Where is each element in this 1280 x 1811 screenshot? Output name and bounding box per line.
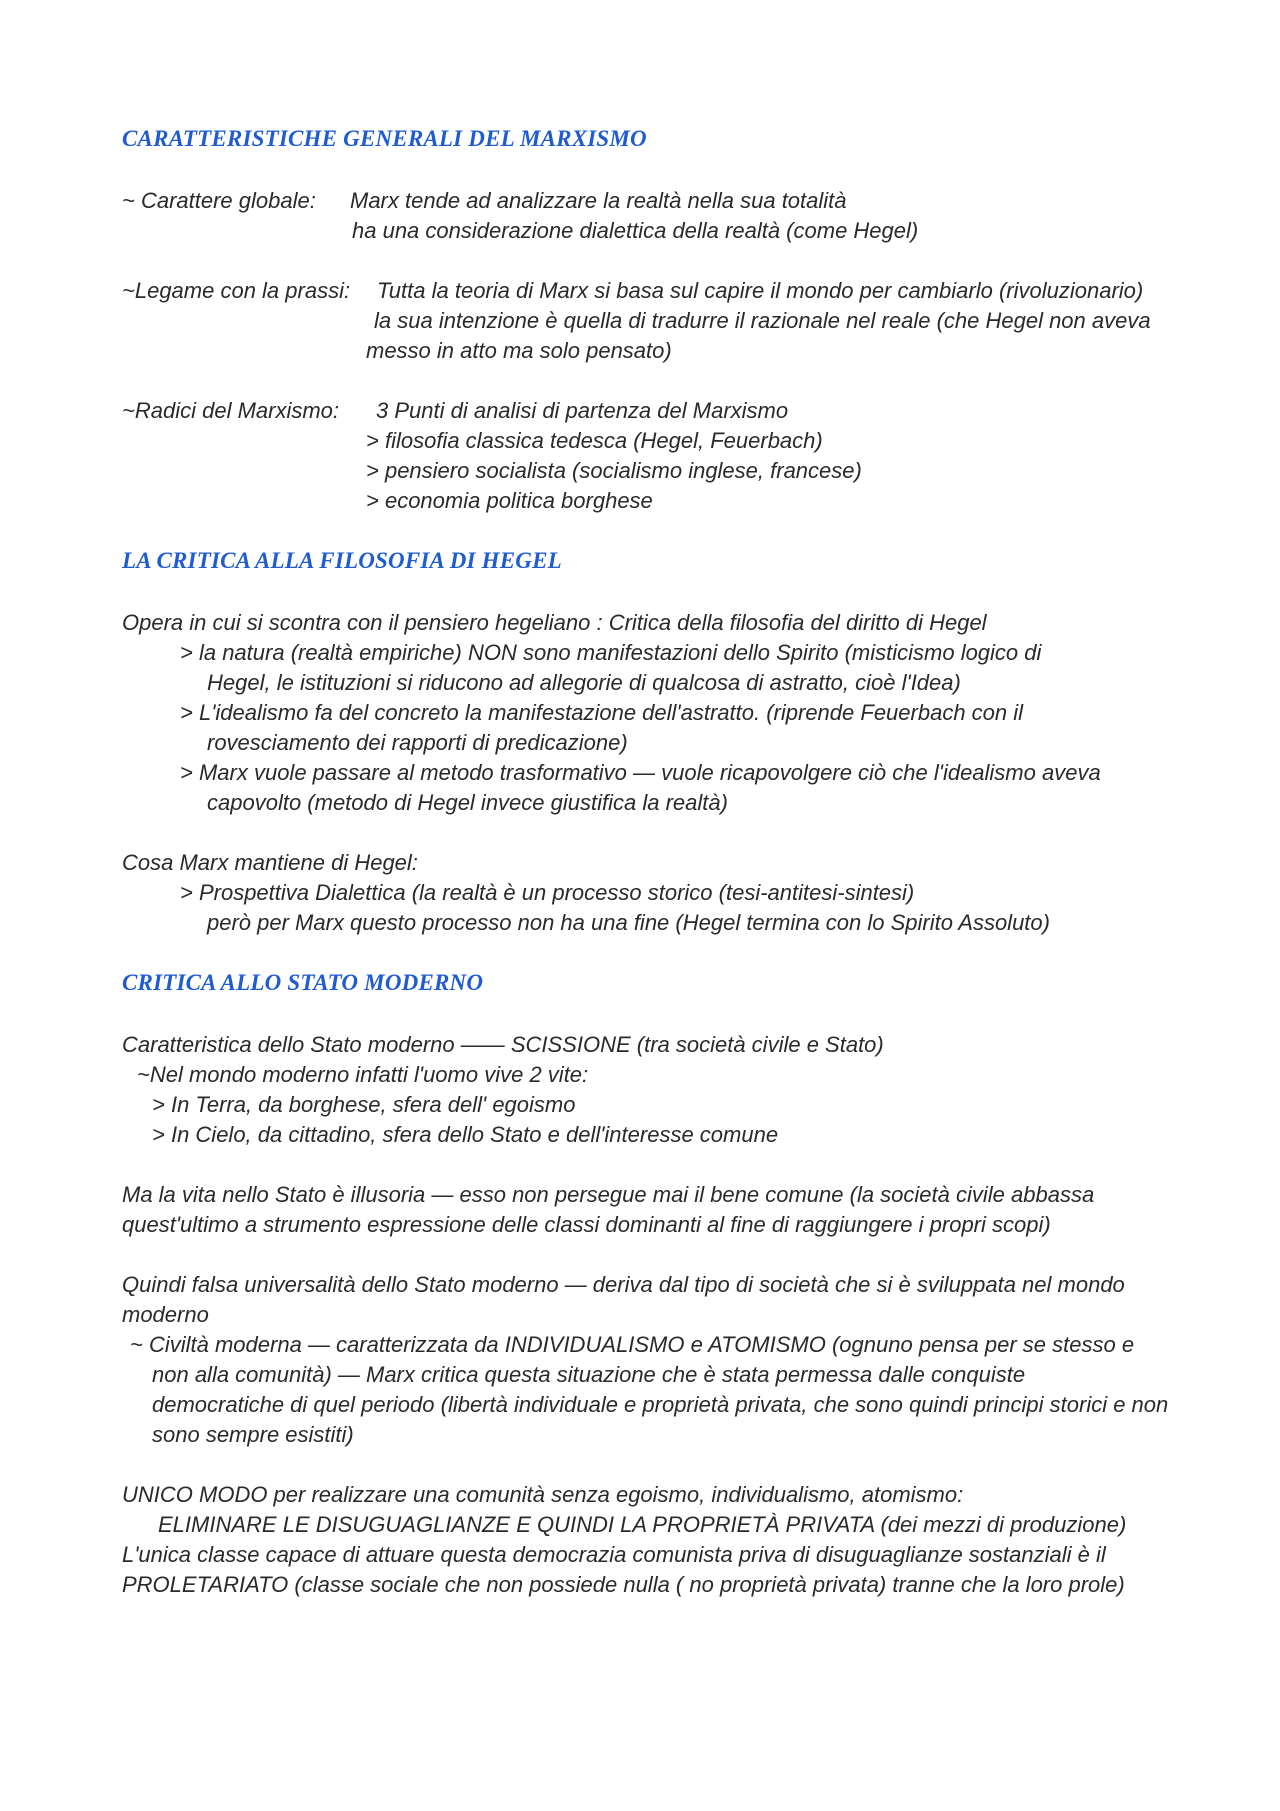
state-line: Quindi falsa universalità dello Stato moderno — deriva dal tipo di società che si è sviluppata nel mondo (122, 1272, 1125, 1297)
roots-line: > filosofia classica tedesca (Hegel, Feuerbach) (366, 428, 823, 453)
state-line: democratiche di quel periodo (libertà individuale e proprietà privata, che sono quindi principi storici e non (152, 1392, 1169, 1417)
global-label: ~ Carattere globale: (122, 188, 316, 213)
hegel-point: > L'idealismo fa del concreto la manifestazione dell'astratto. (riprende Feuerbach con il (180, 700, 1024, 725)
roots-line: 3 Punti di analisi di partenza del Marxismo (376, 398, 789, 423)
roots-label: ~Radici del Marxismo: (122, 398, 340, 423)
state-line: Caratteristica dello Stato moderno —— SCISSIONE (tra società civile e Stato) (122, 1032, 884, 1057)
state-line: non alla comunità) — Marx critica questa situazione che è stata permessa dalle conquiste (152, 1362, 1026, 1387)
roots-line: > pensiero socialista (socialismo inglese, francese) (366, 458, 862, 483)
hegel-intro: Opera in cui si scontra con il pensiero hegeliano : Critica della filosofia del diritto di Hegel (122, 610, 987, 635)
praxis-line: Tutta la teoria di Marx si basa sul capire il mondo per cambiarlo (rivoluzionario) (377, 278, 1144, 303)
keeps-line: però per Marx questo processo non ha una fine (Hegel termina con lo Spirito Assoluto) (207, 910, 1050, 935)
praxis-label: ~Legame con la prassi: (122, 278, 351, 303)
global-line: ha una considerazione dialettica della realtà (come Hegel) (352, 218, 919, 243)
state-line: > In Cielo, da cittadino, sfera dello Stato e dell'interesse comune (152, 1122, 779, 1147)
hegel-point: > Marx vuole passare al metodo trasformativo — vuole ricapovolgere ciò che l'idealismo aveva (180, 760, 1101, 785)
hegel-point: capovolto (metodo di Hegel invece giustifica la realtà) (207, 790, 728, 815)
state-line: PROLETARIATO (classe sociale che non possiede nulla ( no proprietà privata) tranne che la loro prole) (122, 1572, 1125, 1597)
hegel-point: rovesciamento dei rapporti di predicazione) (207, 730, 628, 755)
state-line: UNICO MODO per realizzare una comunità senza egoismo, individualismo, atomismo: (122, 1482, 964, 1507)
state-line: moderno (122, 1302, 209, 1327)
state-line: quest'ultimo a strumento espressione delle classi dominanti al fine di raggiungere i propri scopi) (122, 1212, 1051, 1237)
state-line: Ma la vita nello Stato è illusoria — esso non persegue mai il bene comune (la società civile abbassa (122, 1182, 1095, 1207)
keeps-title: Cosa Marx mantiene di Hegel: (122, 850, 418, 875)
keeps-line: > Prospettiva Dialettica (la realtà è un processo storico (tesi-antitesi-sintesi) (180, 880, 915, 905)
state-line: sono sempre esistiti) (152, 1422, 354, 1447)
state-line: ELIMINARE LE DISUGUAGLIANZE E QUINDI LA PROPRIETÀ PRIVATA (dei mezzi di produzione) (158, 1512, 1127, 1537)
global-line: Marx tende ad analizzare la realtà nella sua totalità (350, 188, 847, 213)
hegel-point: Hegel, le istituzioni si riducono ad allegorie di qualcosa di astratto, cioè l'Idea) (207, 670, 961, 695)
state-line: ~Nel mondo moderno infatti l'uomo vive 2 vite: (137, 1062, 589, 1087)
section-heading-marxism: CARATTERISTICHE GENERALI DEL MARXISMO (122, 126, 647, 151)
hegel-point: > la natura (realtà empiriche) NON sono manifestazioni dello Spirito (misticismo logico di (180, 640, 1042, 665)
state-line: L'unica classe capace di attuare questa democrazia comunista priva di disuguaglianze sostanziali è il (122, 1542, 1106, 1567)
state-line: > In Terra, da borghese, sfera dell' egoismo (152, 1092, 576, 1117)
section-heading-state: CRITICA ALLO STATO MODERNO (122, 970, 484, 995)
praxis-line: la sua intenzione è quella di tradurre il razionale nel reale (che Hegel non aveva (374, 308, 1151, 333)
section-heading-hegel: LA CRITICA ALLA FILOSOFIA DI HEGEL (122, 548, 562, 573)
roots-line: > economia politica borghese (366, 488, 653, 513)
praxis-line: messo in atto ma solo pensato) (366, 338, 672, 363)
state-line: ~ Civiltà moderna — caratterizzata da INDIVIDUALISMO e ATOMISMO (ognuno pensa per se stesso e (130, 1332, 1135, 1357)
